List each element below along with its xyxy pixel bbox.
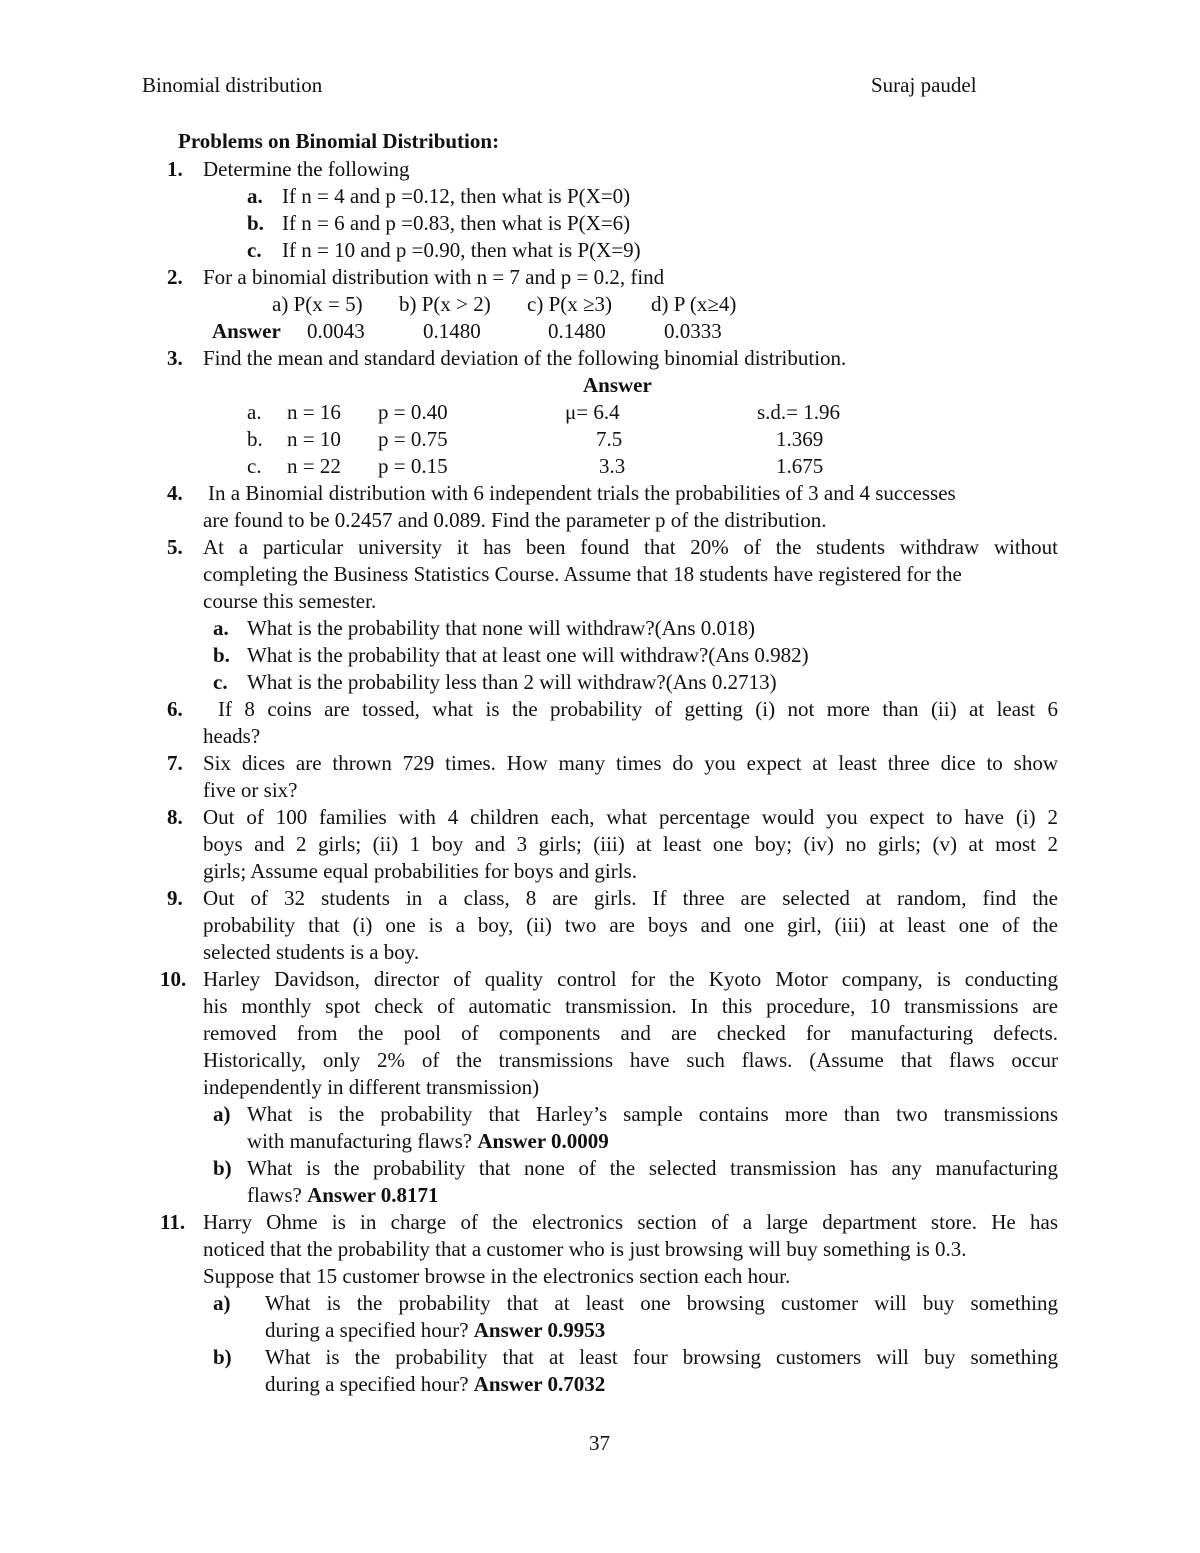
question-number: 2. [167, 265, 183, 289]
question-number: 5. [167, 535, 183, 559]
question-number: 1. [167, 157, 183, 181]
page-number: 37 [589, 1431, 610, 1455]
item-label: a. [247, 184, 263, 208]
item-text: during a specified hour? Answer 0.9953 [265, 1318, 606, 1342]
row-mean: 7.5 [596, 427, 623, 451]
question-text: Harry Ohme is in charge of the electronics section of a large department store. He has [203, 1210, 1058, 1234]
item-label: a) [213, 1102, 231, 1126]
question-number: 7. [167, 751, 183, 775]
question-text: are found to be 0.2457 and 0.089. Find the parameter p of the distribution. [203, 508, 827, 532]
answer-value: 0.1480 [548, 319, 606, 343]
row-label: b. [247, 427, 263, 451]
question-text: removed from the pool of components and are checked for manufacturing defects. [203, 1021, 1058, 1045]
header-right: Suraj paudel [871, 73, 977, 97]
part-c: c) P(x ≥3) [527, 292, 613, 316]
part-b: b) P(x > 2) [399, 292, 491, 316]
item-label: b) [213, 1156, 232, 1180]
question-number: 3. [167, 346, 183, 370]
question-text: probability that (i) one is a boy, (ii) two are boys and one girl, (iii) at least one of the [203, 913, 1058, 937]
answer-value: 0.0333 [664, 319, 722, 343]
question-text: completing the Business Statistics Course. Assume that 18 students have registered for the [203, 562, 962, 586]
question-number: 11. [160, 1210, 186, 1234]
answer-value: 0.0043 [307, 319, 365, 343]
item-label: b. [247, 211, 264, 235]
item-label: c. [247, 238, 262, 262]
page-title: Problems on Binomial Distribution: [178, 129, 500, 153]
item-label: c. [213, 670, 228, 694]
item-text: If n = 4 and p =0.12, then what is P(X=0) [282, 184, 631, 208]
question-text: If 8 coins are tossed, what is the probability of getting (i) not more than (ii) at least 6 [218, 697, 1058, 721]
item-text: What is the probability that none will withdraw?(Ans 0.018) [247, 616, 755, 640]
question-text: Find the mean and standard deviation of the following binomial distribution. [203, 346, 847, 370]
item-label: b) [213, 1345, 232, 1369]
item-label: a. [213, 616, 229, 640]
question-number: 4. [167, 481, 183, 505]
question-text: boys and 2 girls; (ii) 1 boy and 3 girls; (iii) at least one boy; (iv) no girls; (v) at most 2 [203, 832, 1058, 856]
item-text: What is the probability that none of the selected transmission has any manufacturing [247, 1156, 1058, 1180]
row-sd: 1.369 [776, 427, 824, 451]
question-text: his monthly spot check of automatic transmission. In this procedure, 10 transmissions are [203, 994, 1058, 1018]
item-text: If n = 6 and p =0.83, then what is P(X=6) [282, 211, 631, 235]
item-text: What is the probability that at least one browsing customer will buy something [265, 1291, 1058, 1315]
question-text: heads? [203, 724, 261, 748]
question-number: 10. [160, 967, 187, 991]
item-text: during a specified hour? Answer 0.7032 [265, 1372, 606, 1396]
answer-label: Answer [212, 319, 281, 343]
question-text: In a Binomial distribution with 6 independent trials the probabilities of 3 and 4 successes [208, 481, 956, 505]
row-p: p = 0.40 [378, 400, 448, 424]
item-text: What is the probability that at least four browsing customers will buy something [265, 1345, 1058, 1369]
row-label: a. [247, 400, 262, 424]
item-text: What is the probability that at least one will withdraw?(Ans 0.982) [247, 643, 809, 667]
item-text: What is the probability less than 2 will withdraw?(Ans 0.2713) [247, 670, 777, 694]
question-text: Harley Davidson, director of quality control for the Kyoto Motor company, is conducting [203, 967, 1058, 991]
question-text: noticed that the probability that a customer who is just browsing will buy something is 0.3. [203, 1237, 967, 1261]
question-text: Out of 32 students in a class, 8 are girls. If three are selected at random, find the [203, 886, 1058, 910]
answer-value: Answer 0.9953 [473, 1318, 606, 1342]
question-text: Suppose that 15 customer browse in the electronics section each hour. [203, 1264, 791, 1288]
answer-value: 0.1480 [423, 319, 481, 343]
item-text: What is the probability that Harley’s sample contains more than two transmissions [247, 1102, 1058, 1126]
item-text: with manufacturing flaws? Answer 0.0009 [247, 1129, 609, 1153]
row-p: p = 0.75 [378, 427, 448, 451]
row-n: n = 10 [287, 427, 341, 451]
question-text: Out of 100 families with 4 children each, what percentage would you expect to have (i) 2 [203, 805, 1058, 829]
question-text: independently in different transmission) [203, 1075, 540, 1099]
question-number: 8. [167, 805, 183, 829]
question-text: For a binomial distribution with n = 7 and p = 0.2, find [203, 265, 665, 289]
question-text: At a particular university it has been found that 20% of the students withdraw without [203, 535, 1058, 559]
row-label: c. [247, 454, 262, 478]
item-label: b. [213, 643, 230, 667]
question-number: 6. [167, 697, 183, 721]
answer-value: Answer 0.0009 [477, 1129, 609, 1153]
row-mean: 3.3 [599, 454, 626, 478]
item-text: If n = 10 and p =0.90, then what is P(X=9) [282, 238, 641, 262]
answer-value: Answer 0.8171 [307, 1183, 439, 1207]
question-text: five or six? [203, 778, 298, 802]
part-d: d) P (x≥4) [651, 292, 737, 316]
row-n: n = 22 [287, 454, 341, 478]
question-text: course this semester. [203, 589, 377, 613]
header-left: Binomial distribution [142, 73, 323, 97]
question-text: selected students is a boy. [203, 940, 420, 964]
question-text: Historically, only 2% of the transmissions have such flaws. (Assume that flaws occur [203, 1048, 1058, 1072]
question-text: Determine the following [203, 157, 410, 181]
answer-value: Answer 0.7032 [473, 1372, 606, 1396]
question-number: 9. [167, 886, 183, 910]
row-sd: 1.675 [776, 454, 824, 478]
row-p: p = 0.15 [378, 454, 448, 478]
row-sd: s.d.= 1.96 [757, 400, 841, 424]
answer-header: Answer [583, 373, 652, 397]
question-text: girls; Assume equal probabilities for boys and girls. [203, 859, 637, 883]
row-n: n = 16 [287, 400, 341, 424]
item-text: flaws? Answer 0.8171 [247, 1183, 439, 1207]
row-mean: μ= 6.4 [565, 400, 620, 424]
question-text: Six dices are thrown 729 times. How many times do you expect at least three dice to show [203, 751, 1058, 775]
part-a: a) P(x = 5) [272, 292, 363, 316]
item-label: a) [213, 1291, 231, 1315]
